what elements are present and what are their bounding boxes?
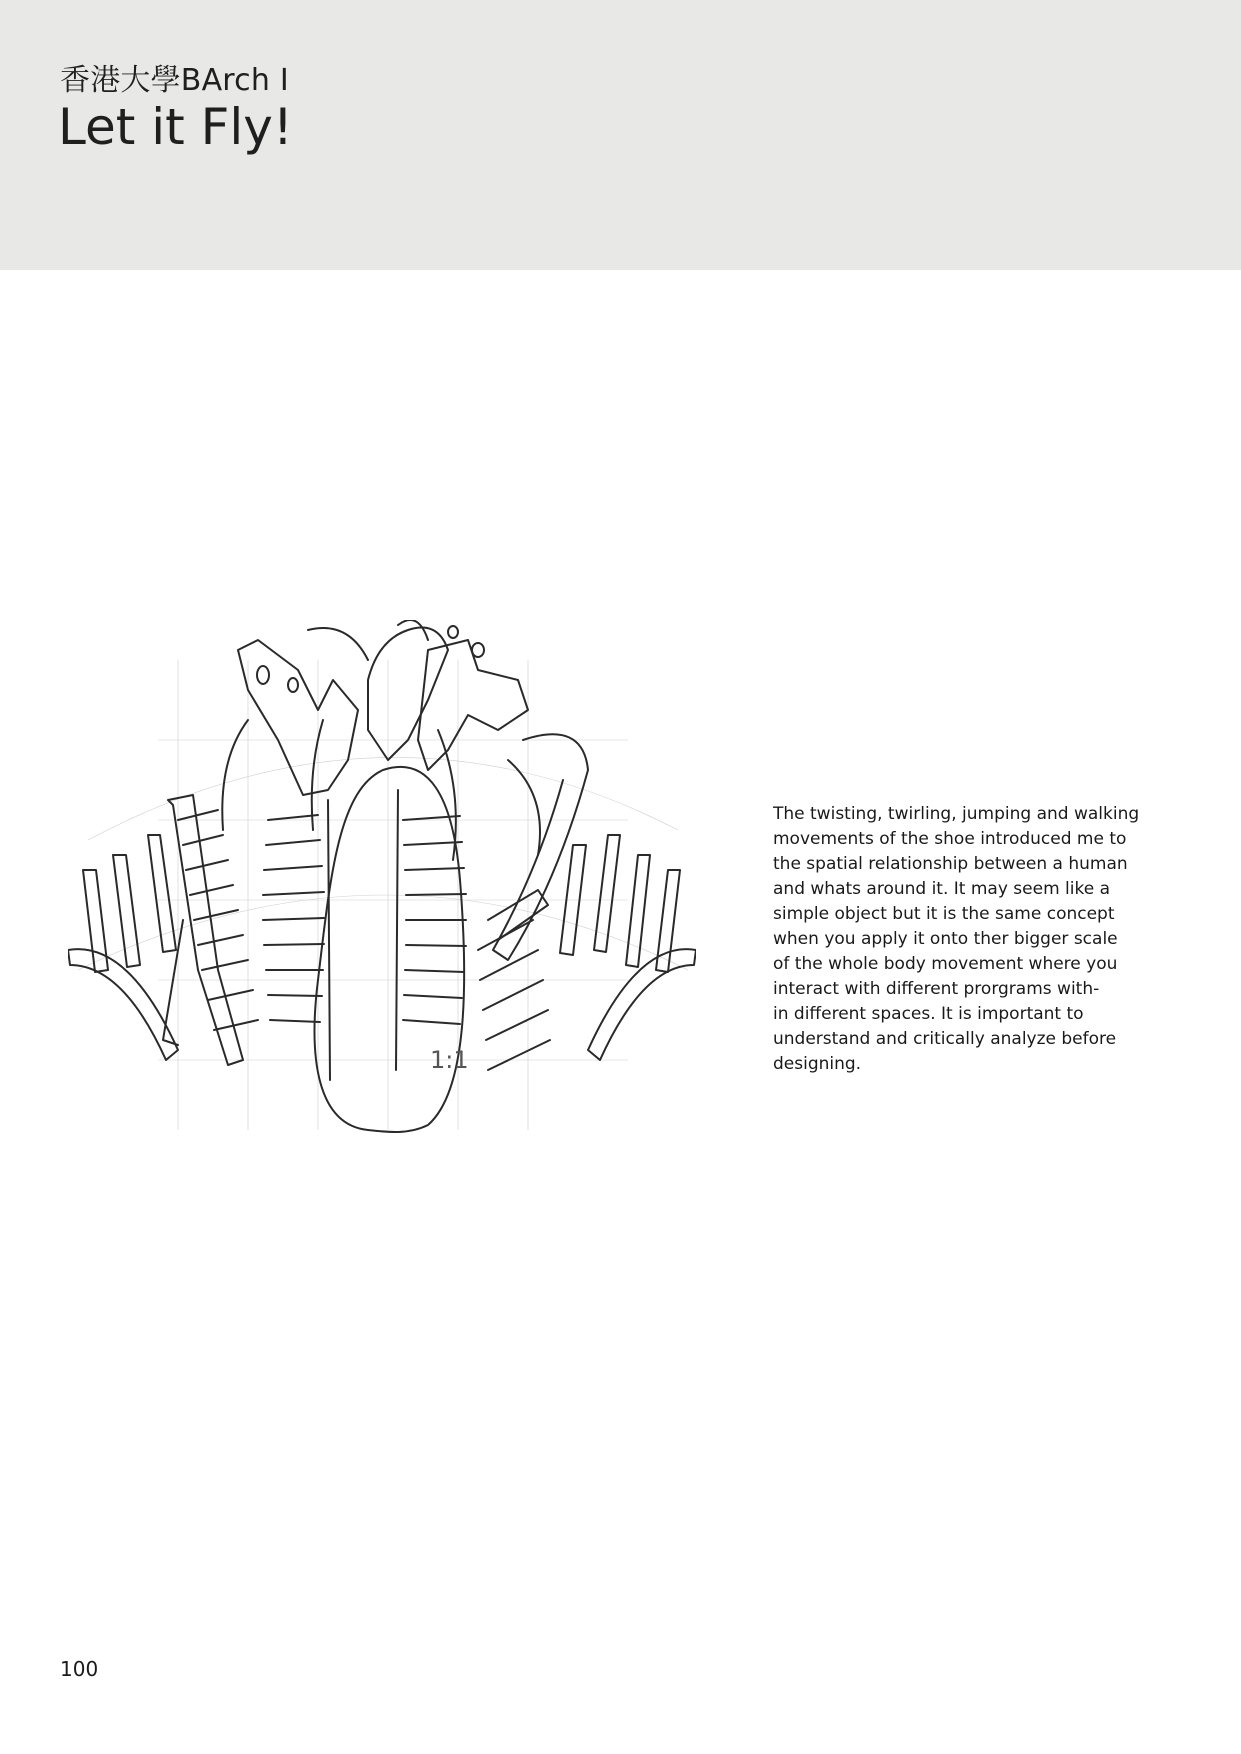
body-line: of the whole body movement where you — [773, 954, 1118, 974]
body-line: understand and critically analyze before — [773, 1029, 1117, 1049]
shoe-sketch-drawing — [68, 620, 696, 1135]
body-line: and whats around it. It may seem like a — [773, 879, 1111, 899]
sketch-grid — [78, 660, 688, 1130]
body-line: in different spaces. It is important to — [773, 1004, 1084, 1024]
body-line: designing. — [773, 1054, 862, 1074]
sketch-lines — [68, 620, 696, 1132]
body-line: interact with different prorgrams with- — [773, 979, 1100, 999]
scale-label: 1:1 — [430, 1046, 469, 1074]
body-line: movements of the shoe introduced me to — [773, 829, 1127, 849]
body-line: The twisting, twirling, jumping and walking — [773, 804, 1140, 824]
page-title: Let it Fly! — [58, 98, 293, 156]
page-number: 100 — [60, 1657, 99, 1681]
body-line: the spatial relationship between a human — [773, 854, 1128, 874]
body-line: when you apply it onto ther bigger scale — [773, 929, 1118, 949]
course-label: 香港大學BArch I — [60, 63, 289, 98]
body-line: simple object but it is the same concept — [773, 904, 1115, 924]
header-band — [0, 0, 1241, 270]
body-paragraph — [773, 802, 1153, 1077]
